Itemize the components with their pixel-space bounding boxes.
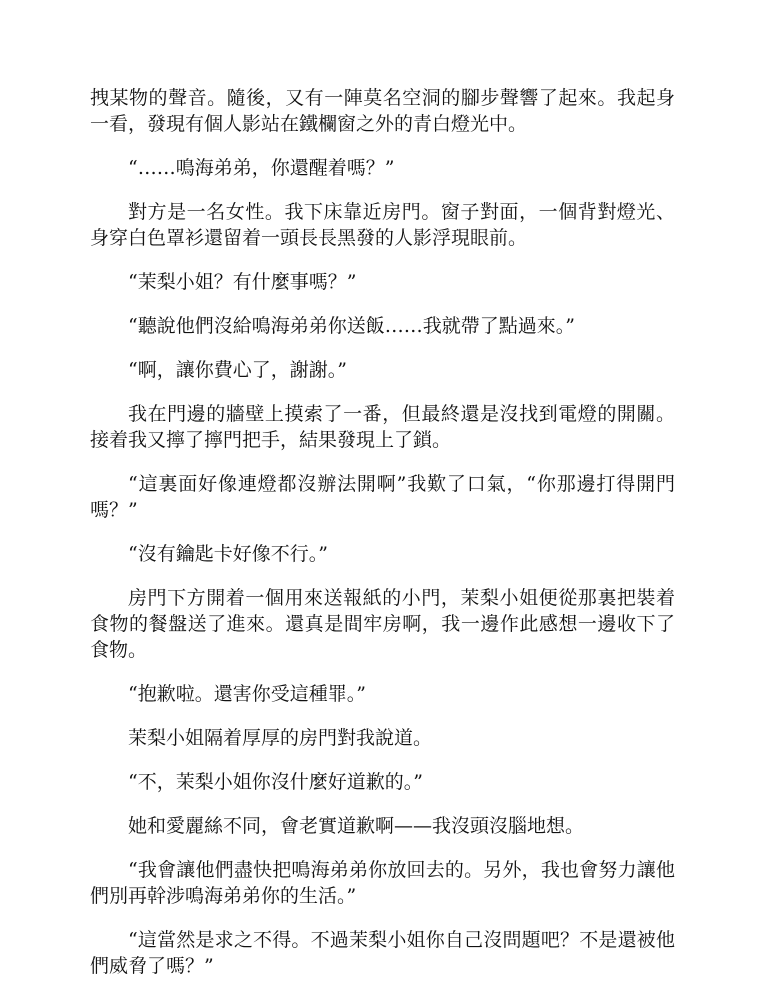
paragraph: 房門下方開着一個用來送報紙的小門，茉梨小姐便從那裏把裝着食物的餐盤送了進來。還真是間牢房啊，我一邊作此感想一邊收下了食物。: [90, 587, 675, 661]
paragraph: 她和愛麗絲不同，會老實道歉啊——我沒頭沒腦地想。: [128, 815, 585, 837]
paragraph: 茉梨小姐隔着厚厚的房門對我說道。: [128, 727, 433, 749]
paragraph: 拽某物的聲音。隨後，又有一陣莫名空洞的腳步聲響了起來。我起身一看，發現有個人影站在鐵欄窗之外的青白燈光中。: [90, 87, 675, 135]
paragraph: “聽說他們沒給鳴海弟弟你送飯……我就帶了點過來。”: [128, 315, 575, 337]
paragraph: 對方是一名女性。我下床靠近房門。窗子對面，一個背對燈光、身穿白色罩衫還留着一頭長長黑發的人影浮現眼前。: [90, 201, 675, 249]
text-body: [90, 85, 675, 979]
paragraph: “我會讓他們盡快把鳴海弟弟你放回去的。另外，我也會努力讓他們別再幹涉鳴海弟弟你的生活。”: [90, 859, 675, 907]
paragraph: “沒有鑰匙卡好像不行。”: [128, 543, 328, 565]
paragraph: “不，茉梨小姐你沒什麼好道歉的。”: [128, 771, 423, 793]
paragraph: “這當然是求之不得。不過茉梨小姐你自己沒問題吧？不是還被他們威脅了嗎？”: [90, 929, 675, 977]
paragraph: “這裏面好像連燈都沒辦法開啊”我歎了口氣，“你那邊打得開門嗎？”: [90, 473, 675, 521]
paragraph: 我在門邊的牆壁上摸索了一番，但最終還是沒找到電燈的開關。接着我又擰了擰門把手，結果發現上了鎖。: [90, 403, 675, 451]
paragraph: “……鳴海弟弟，你還醒着嗎？”: [128, 157, 395, 179]
paragraph: “抱歉啦。還害你受這種罪。”: [128, 683, 366, 705]
paragraph: “茉梨小姐？有什麼事嗎？”: [128, 271, 357, 293]
paragraph: “啊，讓你費心了，謝謝。”: [128, 359, 347, 381]
